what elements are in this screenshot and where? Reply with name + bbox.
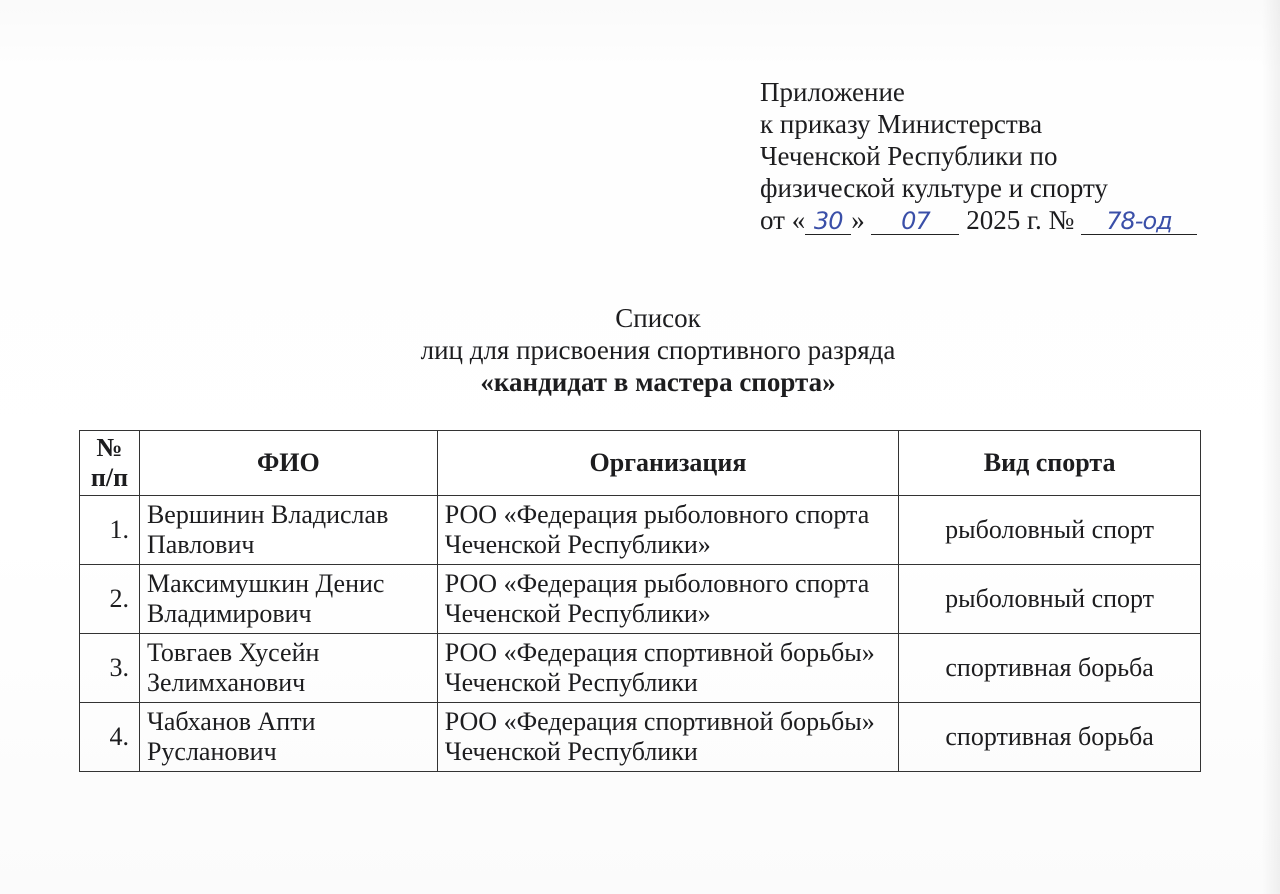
approval-date-line xyxy=(760,204,1197,236)
row-organization: РОО «Федерация рыболовного спорта Чеченской Республики» xyxy=(437,496,898,565)
row-organization: РОО «Федерация спортивной борьбы» Чеченской Республики xyxy=(437,703,898,772)
row-sport: рыболовный спорт xyxy=(899,496,1201,565)
row-organization: РОО «Федерация спортивной борьбы» Чеченской Республики xyxy=(437,634,898,703)
order-number-handwritten: 78-од xyxy=(1081,208,1197,235)
row-name: Вершинин Владислав Павлович xyxy=(139,496,437,565)
table-header-row xyxy=(80,431,1201,496)
row-organization: РОО «Федерация рыболовного спорта Чеченской Республики» xyxy=(437,565,898,634)
table-row xyxy=(80,634,1201,703)
approval-line-4: физической культуре и спорту xyxy=(760,173,1108,203)
approval-line-1: Приложение xyxy=(760,77,905,107)
row-name: Чабханов Апти Русланович xyxy=(139,703,437,772)
row-number: 3. xyxy=(80,634,140,703)
date-month-handwritten: 07 xyxy=(871,208,959,235)
title-line-2: лиц для присвоения спортивного разряда xyxy=(420,335,896,365)
date-year: 2025 г. № xyxy=(959,205,1081,235)
approval-line-3: Чеченской Республики по xyxy=(760,141,1058,171)
date-day-handwritten: 30 xyxy=(805,208,851,235)
row-name: Товгаев Хусейн Зелимханович xyxy=(139,634,437,703)
title-line-3: «кандидат в мастера спорта» xyxy=(480,367,836,397)
row-sport: спортивная борьба xyxy=(899,703,1201,772)
header-name: ФИО xyxy=(139,431,437,496)
candidates-table xyxy=(79,430,1201,772)
date-mid: » xyxy=(851,205,872,235)
row-sport: спортивная борьба xyxy=(899,634,1201,703)
row-name: Максимушкин Денис Владимирович xyxy=(139,565,437,634)
approval-block xyxy=(760,76,1197,236)
table-row xyxy=(80,703,1201,772)
row-number: 2. xyxy=(80,565,140,634)
row-number: 1. xyxy=(80,496,140,565)
document-title xyxy=(0,302,1280,398)
row-number: 4. xyxy=(80,703,140,772)
approval-line-2: к приказу Министерства xyxy=(760,109,1043,139)
header-sport: Вид спорта xyxy=(899,431,1201,496)
table-row xyxy=(80,565,1201,634)
header-organization: Организация xyxy=(437,431,898,496)
row-sport: рыболовный спорт xyxy=(899,565,1201,634)
page-edge-shadow xyxy=(1262,0,1280,894)
table-row xyxy=(80,496,1201,565)
date-prefix: от « xyxy=(760,205,806,235)
header-number: № п/п xyxy=(80,431,140,496)
title-line-1: Список xyxy=(615,303,701,333)
